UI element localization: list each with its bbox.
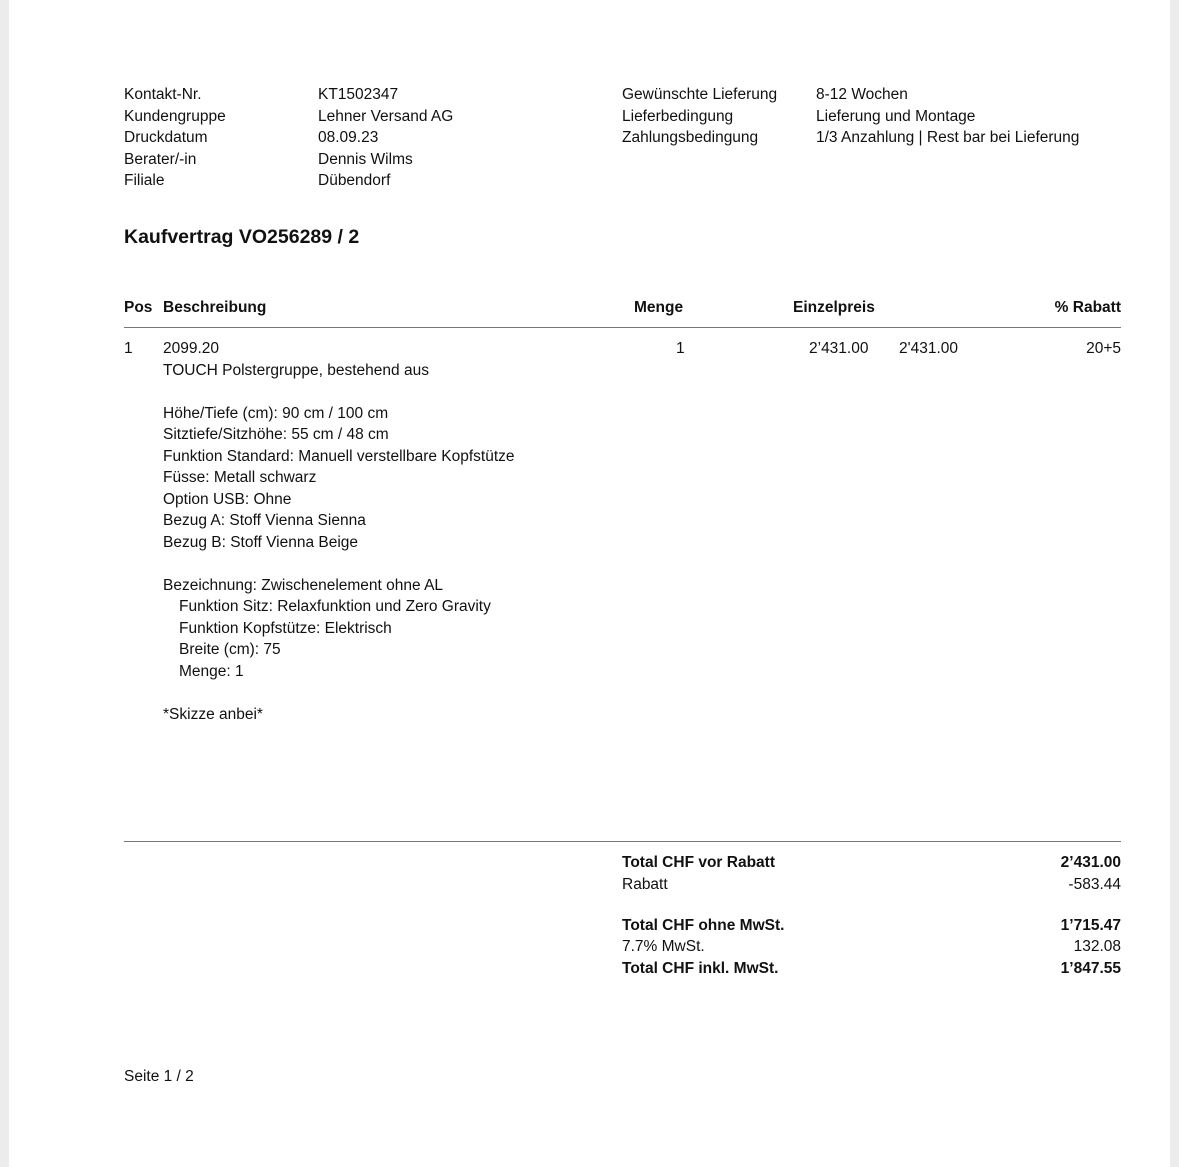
article-number: 2099.20: [163, 340, 220, 357]
label-berater: Berater/-in: [124, 150, 197, 168]
row-gesamtpreis: 2'431.00: [899, 340, 958, 357]
spec-line: Höhe/Tiefe (cm): 90 cm / 100 cm: [163, 404, 389, 422]
element-detail: Breite (cm): 75: [179, 641, 281, 658]
element-detail: Menge: 1: [179, 662, 244, 680]
mwst-value: 132.08: [1073, 938, 1121, 955]
value-lieferbedingung: Lieferung und Montage: [816, 107, 976, 125]
label-druckdatum: Druckdatum: [124, 129, 208, 146]
label-zahlungsbedingung: Zahlungsbedingung: [622, 129, 759, 146]
header-right-labels: [622, 84, 777, 149]
totals-divider: [124, 841, 1121, 842]
document-page: [9, 0, 1170, 1167]
table-header-divider: [124, 327, 1121, 328]
row-rabatt: 20+5: [1086, 340, 1121, 357]
column-header-einzelpreis: Einzelpreis: [793, 299, 875, 316]
row-description: [163, 338, 515, 725]
element-detail: Funktion Sitz: Relaxfunktion und Zero Gravity: [179, 598, 491, 615]
total-ohne-mwst-label: Total CHF ohne MwSt.: [622, 917, 785, 934]
spec-line: Sitztiefe/Sitzhöhe: 55 cm / 48 cm: [163, 426, 389, 443]
spacer: [163, 381, 515, 403]
column-header-menge: Menge: [634, 299, 684, 316]
row-einzelpreis: 2’431.00: [809, 340, 869, 357]
spec-line: Option USB: Ohne: [163, 490, 292, 508]
label-lieferbedingung: Lieferbedingung: [622, 107, 734, 125]
header-left-values: [318, 84, 453, 192]
value-lieferung: 8-12 Wochen: [816, 86, 908, 103]
value-berater: Dennis Wilms: [318, 150, 413, 168]
total-ohne-mwst-value: 1’715.47: [1060, 917, 1121, 934]
mwst-label: 7.7% MwSt.: [622, 938, 705, 955]
spec-line: Bezug A: Stoff Vienna Sienna: [163, 512, 366, 529]
spec-line: Funktion Standard: Manuell verstellbare Kopfstütze: [163, 447, 515, 465]
column-header-rabatt: % Rabatt: [1054, 299, 1121, 316]
label-kundengruppe: Kundengruppe: [124, 107, 226, 125]
rabatt-value: -583.44: [1068, 876, 1121, 893]
value-kontakt: KT1502347: [318, 86, 399, 103]
spacer: [163, 682, 515, 704]
sketch-note: *Skizze anbei*: [163, 705, 263, 723]
spacer: [163, 553, 515, 575]
label-lieferung: Gewünschte Lieferung: [622, 86, 778, 103]
header-right-values: [816, 84, 1079, 149]
total-inkl-mwst-value: 1’847.55: [1060, 960, 1121, 977]
column-header-beschreibung: Beschreibung: [163, 299, 267, 316]
rabatt-label: Rabatt: [622, 876, 668, 893]
label-filiale: Filiale: [124, 172, 165, 189]
element-title: Bezeichnung: Zwischenelement ohne AL: [163, 576, 444, 594]
total-vor-rabatt-label: Total CHF vor Rabatt: [622, 854, 775, 871]
document-title: Kaufvertrag VO256289 / 2: [124, 226, 360, 248]
value-filiale: Dübendorf: [318, 172, 391, 189]
description-intro: TOUCH Polstergruppe, bestehend aus: [163, 361, 429, 379]
value-kundengruppe: Lehner Versand AG: [318, 107, 454, 125]
label-kontakt: Kontakt-Nr.: [124, 86, 202, 103]
column-header-pos: Pos: [124, 299, 153, 316]
header-left-labels: [124, 84, 226, 192]
spec-line: Bezug B: Stoff Vienna Beige: [163, 533, 359, 551]
value-druckdatum: 08.09.23: [318, 129, 379, 146]
page-number: Seite 1 / 2: [124, 1068, 194, 1085]
total-inkl-mwst-label: Total CHF inkl. MwSt.: [622, 960, 779, 977]
row-pos: 1: [124, 340, 133, 357]
total-vor-rabatt-value: 2’431.00: [1060, 854, 1121, 871]
row-menge: 1: [676, 340, 685, 357]
element-detail: Funktion Kopfstütze: Elektrisch: [179, 619, 392, 637]
value-zahlungsbedingung: 1/3 Anzahlung | Rest bar bei Lieferung: [816, 129, 1080, 146]
spec-line: Füsse: Metall schwarz: [163, 469, 317, 486]
